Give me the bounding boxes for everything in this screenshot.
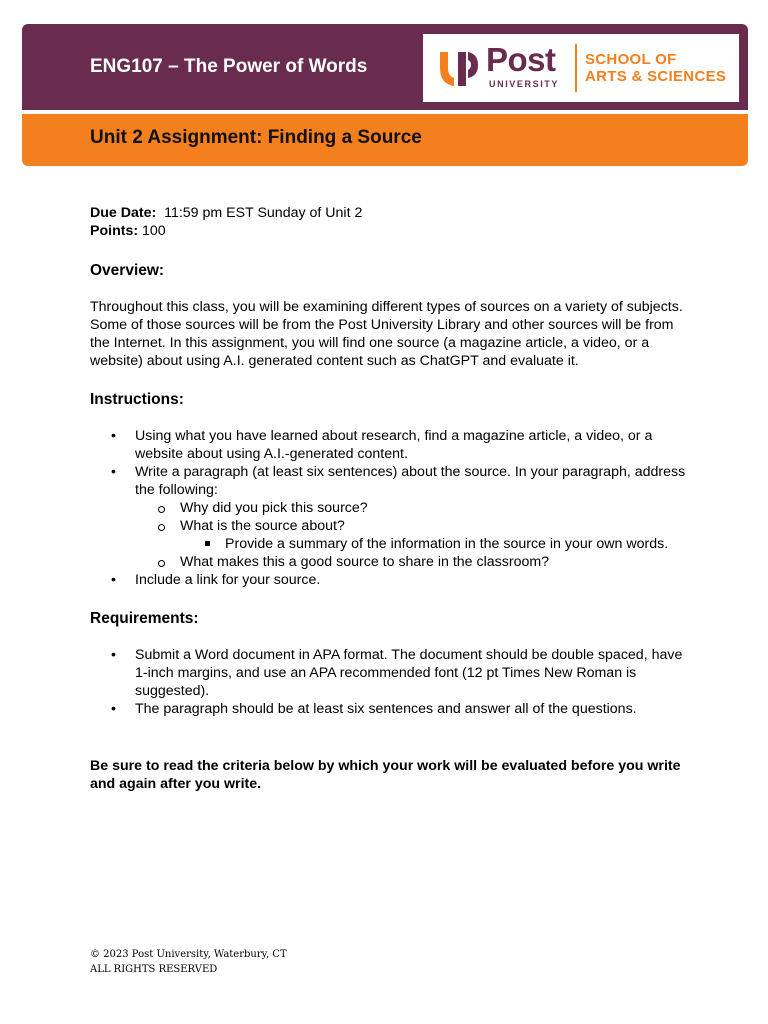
school-name xyxy=(585,51,726,85)
school-line-2: ARTS & SCIENCES xyxy=(585,68,727,85)
instructions-sublist xyxy=(135,499,690,571)
school-line-1: SCHOOL OF xyxy=(585,51,677,68)
list-item: • Include a link for your source. xyxy=(90,571,690,589)
unit-title: Unit 2 Assignment: Finding a Source xyxy=(90,127,422,148)
list-item: • The paragraph should be at least six sentences and answer all of the questions. xyxy=(90,700,690,718)
post-university-logo xyxy=(423,34,739,102)
due-date-line xyxy=(90,204,690,222)
requirements-heading: Requirements: xyxy=(90,610,199,627)
requirements-list xyxy=(90,646,690,718)
overview-heading: Overview: xyxy=(90,262,165,279)
course-title: ENG107 – The Power of Words xyxy=(90,56,368,77)
logo-wordmark: Post xyxy=(486,41,556,78)
due-date-value: 11:59 pm EST Sunday of Unit 2 xyxy=(164,205,363,221)
points-line xyxy=(90,222,690,240)
logo-university-text: UNIVERSITY xyxy=(489,79,560,89)
assignment-content xyxy=(90,204,690,793)
instructions-list xyxy=(90,427,690,589)
instructions-subsublist xyxy=(180,535,690,553)
copyright-text: © 2023 Post University, Waterbury, CT xyxy=(90,949,287,960)
post-university-logo-icon xyxy=(439,46,479,88)
evaluation-note: Be sure to read the criteria below by which your work will be evaluated before you write and again after you write. xyxy=(90,758,681,792)
points-value: 100 xyxy=(142,223,166,239)
logo-divider xyxy=(575,44,577,92)
overview-text: Throughout this class, you will be examining different types of sources on a variety of subjects. Some of those sources will be from the Post University Library and other sources will be from the Internet. In this assignment, you will find one source (a magazine article, a video, or a website) about using A.I. generated content such as ChatGPT and evaluate it. xyxy=(90,299,683,369)
list-item: • Submit a Word document in APA format. The document should be double spaced, have 1-inch margins, and use an APA recommended font (12 pt Times New Roman is suggested). xyxy=(90,646,690,700)
list-item: • Write a paragraph (at least six sentences) about the source. In your paragraph, address the following: Why did you pick this source? What is the source about? Provide a summary of the information in the source in your own words. What makes this a good source to share in the classroom? xyxy=(90,463,690,571)
footer xyxy=(90,947,287,977)
rights-text: ALL RIGHTS RESERVED xyxy=(90,964,218,975)
list-item: Provide a summary of the information in the source in your own words. xyxy=(180,535,690,553)
instructions-heading: Instructions: xyxy=(90,391,184,408)
list-item: Why did you pick this source? xyxy=(135,499,690,517)
list-item: What is the source about? Provide a summary of the information in the source in your own words. xyxy=(135,517,690,553)
list-item: • Using what you have learned about research, find a magazine article, a video, or a website about using A.I.-generated content. xyxy=(90,427,690,463)
list-item: What makes this a good source to share in the classroom? xyxy=(135,553,690,571)
points-label: Points: xyxy=(90,223,139,239)
due-date-label: Due Date: xyxy=(90,205,157,221)
